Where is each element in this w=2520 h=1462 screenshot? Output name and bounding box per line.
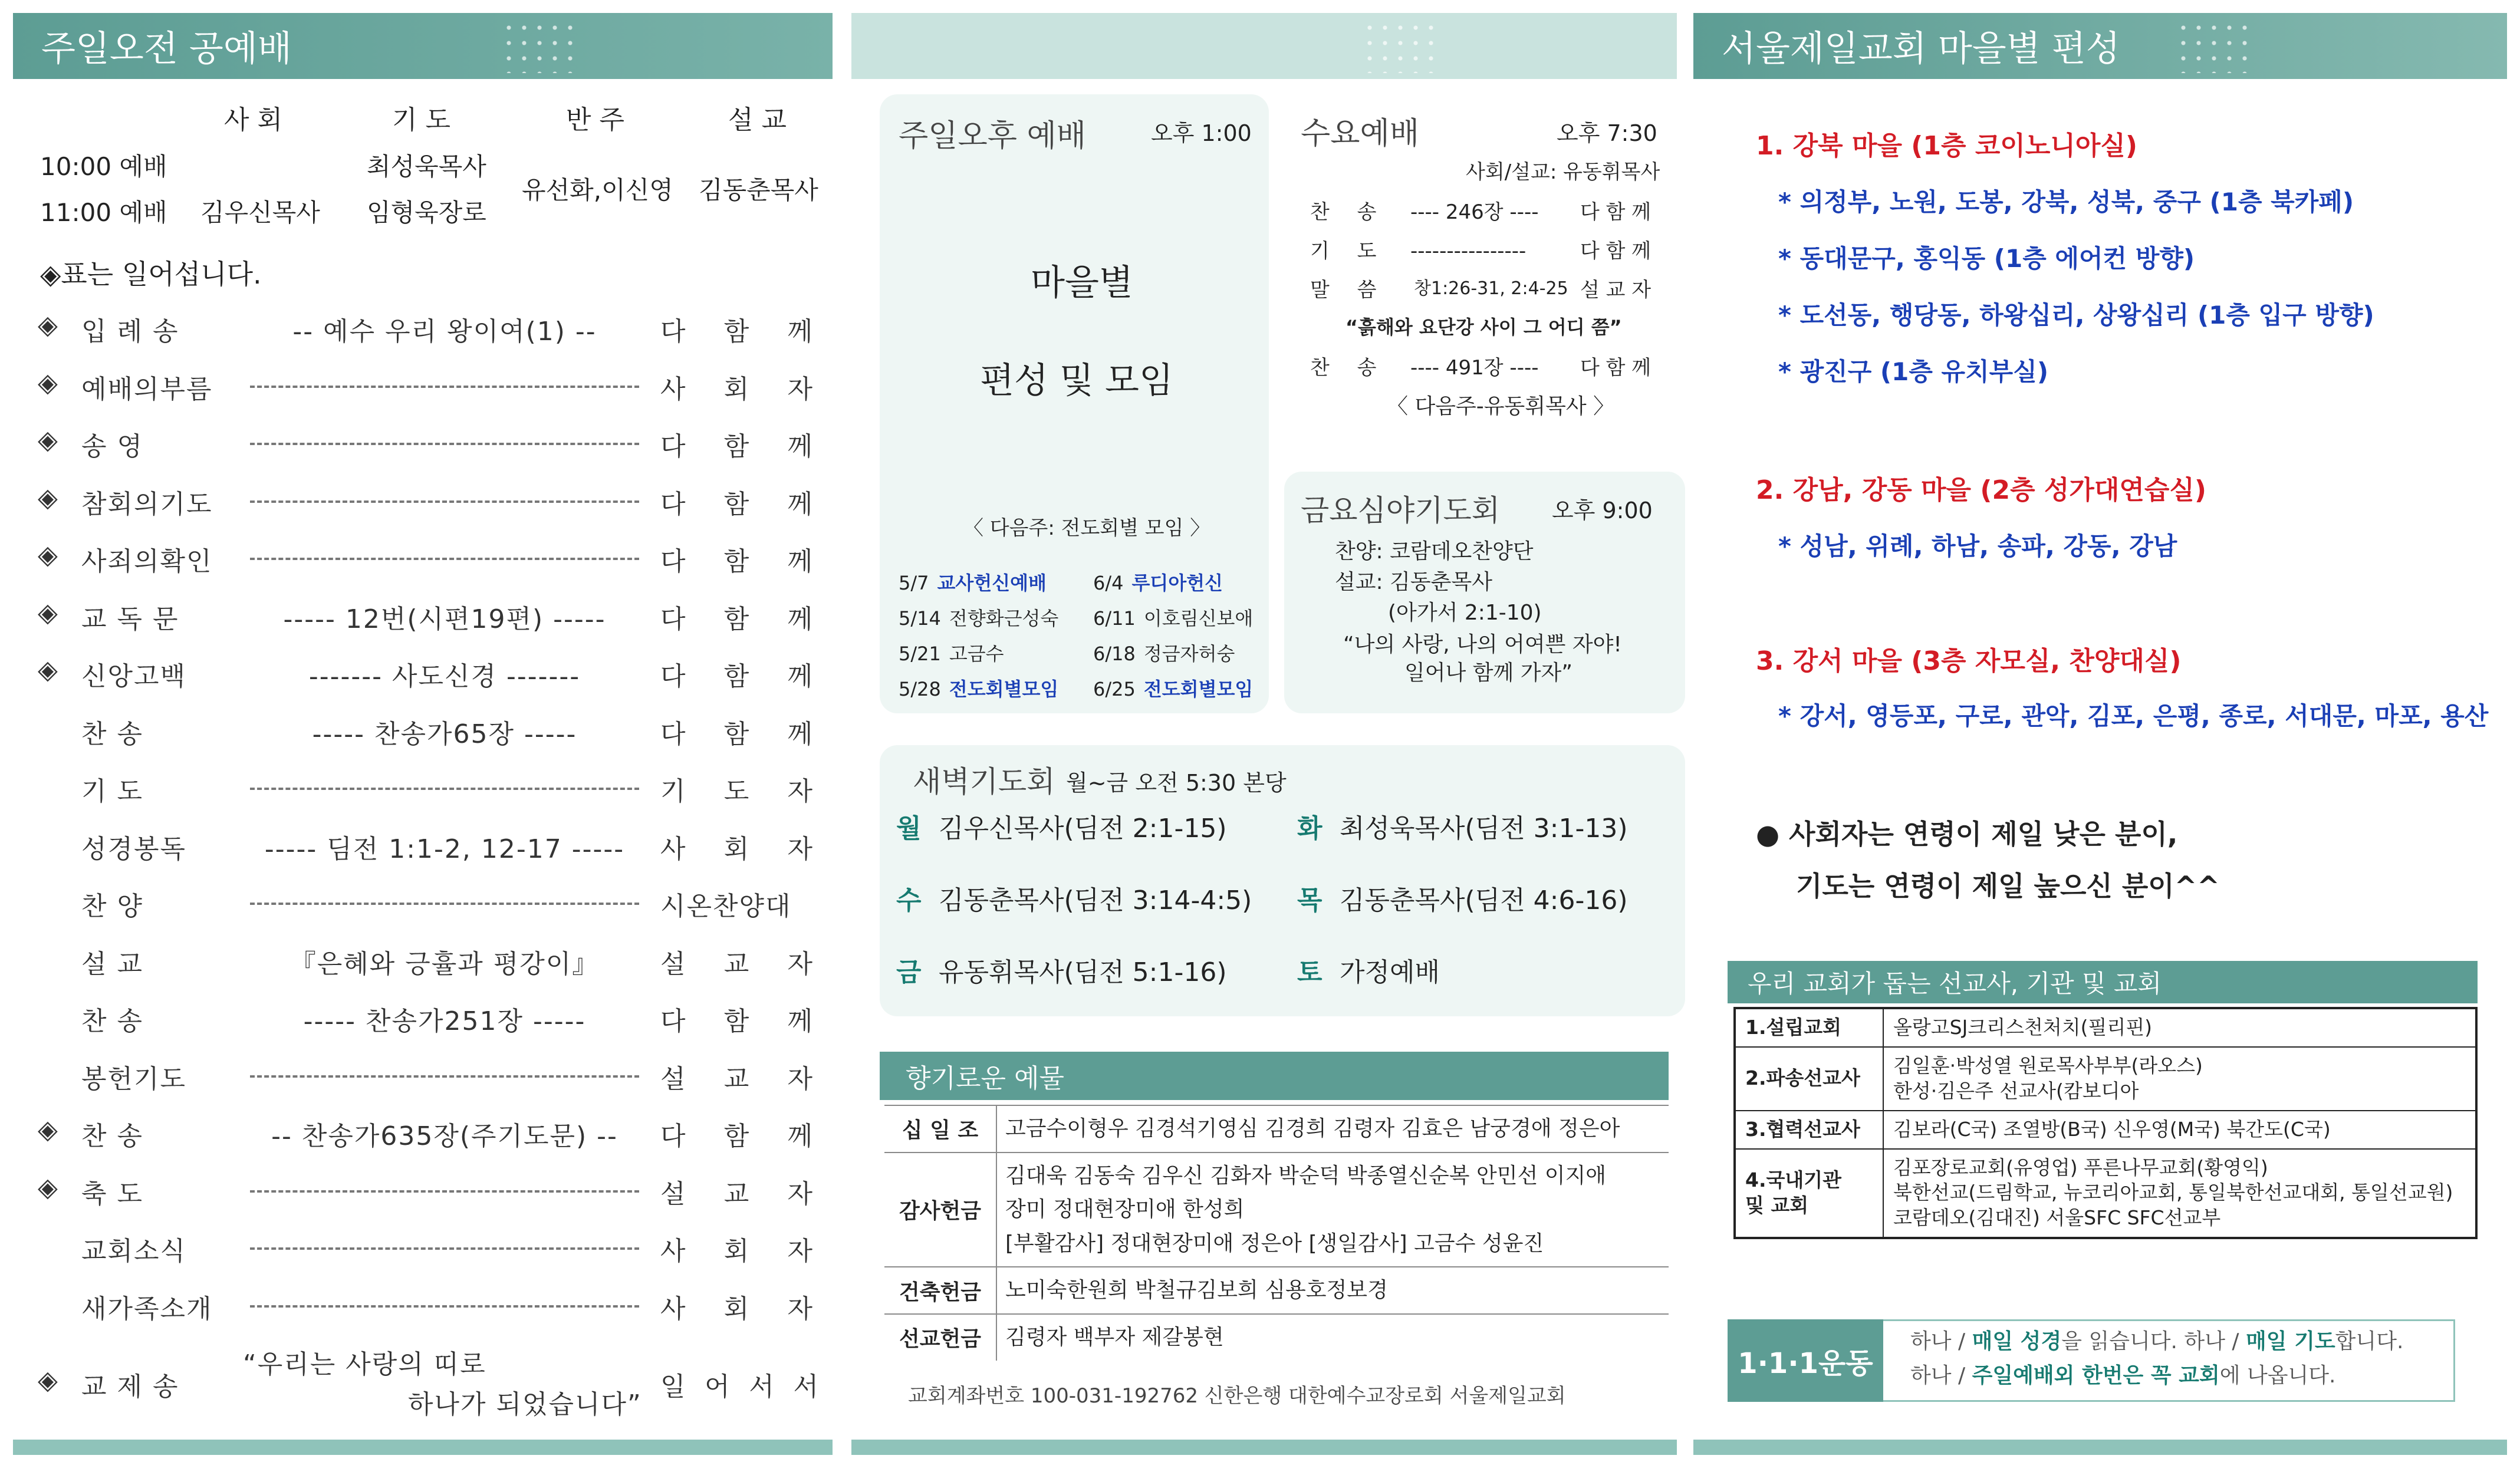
leader-line xyxy=(250,1247,639,1250)
village-area: * 광진구 (1층 유치부실) xyxy=(1778,357,2049,386)
order-item-name: 찬 송 xyxy=(81,719,143,749)
wednesday-item-leader: 다 함 께 xyxy=(1580,200,1652,224)
schedule-text: 이호림신보애 xyxy=(1143,607,1254,630)
order-item-leader: 다 함 께 xyxy=(660,432,814,462)
mission-names xyxy=(1883,1149,2476,1239)
campaign-label: 1·1·1운동 xyxy=(1728,1319,1883,1402)
mission-row xyxy=(1735,1149,2476,1239)
village-header xyxy=(1693,13,2507,79)
stand-mark-icon: ◈ xyxy=(38,540,59,570)
wednesday-sermon: “흙해와 요단강 사이 그 어디 쯤” xyxy=(1345,316,1622,338)
village-note-1: ● 사회자는 연령이 제일 낮은 분이, xyxy=(1756,818,2178,850)
order-item-name: 사죄의확인 xyxy=(81,546,213,577)
offering-names xyxy=(996,1153,1669,1267)
schedule-text: 전도회별모임 xyxy=(949,678,1059,700)
dawn-leader: 최성욱목사(딤전 3:1-13) xyxy=(1340,814,1628,844)
order-row xyxy=(0,483,837,518)
leader-line xyxy=(250,500,639,503)
order-item-name: 교 제 송 xyxy=(81,1372,179,1402)
offering-names-line: 장미 정대현장미애 한성희 xyxy=(1005,1197,1245,1222)
order-item-name: 찬 송 xyxy=(81,1121,143,1151)
schedule-text: 정금자허숭 xyxy=(1143,643,1235,665)
mission-names-line: 김포장로교회(유영업) 푸른나무교회(황영익) xyxy=(1893,1155,2268,1179)
order-item-leader: 다 함 께 xyxy=(660,719,814,749)
order-item-detail: ------- 사도신경 ------- xyxy=(308,661,581,692)
leader-line xyxy=(250,1305,639,1308)
order-item-name: 교 독 문 xyxy=(81,604,179,634)
order-row xyxy=(0,598,837,633)
wednesday-item-detail: ---- 246장 ---- xyxy=(1410,200,1539,224)
dawn-day: 화 xyxy=(1297,814,1322,844)
order-item-leader: 다 함 께 xyxy=(660,604,814,634)
schedule-date: 5/14 xyxy=(899,607,941,630)
wednesday-hymn2-who: 다 함 께 xyxy=(1580,356,1652,380)
mission-title: 우리 교회가 돕는 선교사, 기관 및 교회 xyxy=(1748,969,2162,998)
schedule-date: 5/7 xyxy=(899,572,929,594)
order-row xyxy=(0,310,837,345)
order-item-leader: 다 함 께 xyxy=(660,546,814,577)
wednesday-item-leader: 다 함 께 xyxy=(1580,239,1652,263)
order-row xyxy=(0,713,837,748)
stand-mark-icon: ◈ xyxy=(38,655,59,685)
offering-names-line: 노미숙한원희 박철규김보희 심용호정보경 xyxy=(1005,1278,1388,1303)
mission-names xyxy=(1883,1111,2476,1149)
friday-time: 오후 9:00 xyxy=(1552,498,1653,523)
stand-mark-icon: ◈ xyxy=(38,1173,59,1203)
dawn-sub: 월~금 오전 5:30 본당 xyxy=(1066,770,1287,796)
service-time-1: 10:00 예배 xyxy=(40,152,167,181)
decor-dots xyxy=(2176,20,2252,73)
dawn-leader: 김동춘목사(딤전 4:6-16) xyxy=(1340,885,1628,916)
schedule-date: 5/28 xyxy=(899,678,941,700)
dawn-day: 수 xyxy=(896,885,922,916)
order-item-name: 찬 송 xyxy=(81,1006,143,1036)
order-item-name: 새가족소개 xyxy=(81,1294,213,1324)
sunday-am-title: 주일오전 공예배 xyxy=(41,28,292,70)
mission-names-line: 북한선교(드림학교, 뉴코리아교회, 통일북한선교대회, 통일선교원) xyxy=(1893,1181,2453,1204)
mission-category: 1.설립교회 xyxy=(1735,1008,1883,1047)
campaign-text: 하나 / xyxy=(1910,1364,1972,1388)
campaign-highlight: 주일예배외 한번은 꼭 교회 xyxy=(1972,1364,2220,1388)
dawn-title: 새벽기도회 xyxy=(913,765,1055,799)
mission-category: 2.파송선교사 xyxy=(1735,1047,1883,1111)
offering-type: 십 일 조 xyxy=(884,1105,996,1153)
order-item-name: 성경봉독 xyxy=(81,834,187,864)
account-info: 교회계좌번호 100-031-192762 신한은행 대한예수교장로회 서울제일교회 xyxy=(908,1384,1566,1408)
wednesday-leader: 사회/설교: 유동휘목사 xyxy=(1466,160,1660,184)
schedule-item xyxy=(1093,643,1235,665)
order-item-name: 입 례 송 xyxy=(81,317,179,347)
middle-header-bar xyxy=(851,13,1677,79)
friday-praise: 찬양: 코람데오찬양단 xyxy=(1335,539,1534,564)
order-item-name: 기 도 xyxy=(81,776,143,806)
order-item-detail: -- 찬송가635장(주기도문) -- xyxy=(271,1121,618,1151)
mission-row xyxy=(1735,1008,2476,1047)
mission-names-line: 김보라(C국) 조열방(B국) 신우영(M국) 북간도(C국) xyxy=(1893,1117,2331,1141)
stand-mark-icon: ◈ xyxy=(38,425,59,455)
offering-table xyxy=(884,1105,1669,1361)
order-item-leader: 설 교 자 xyxy=(660,1064,814,1094)
friday-preacher: 설교: 김동춘목사 xyxy=(1335,570,1493,594)
stand-mark-icon: ◈ xyxy=(38,598,59,628)
campaign-text: 을 읽습니다. 하나 / xyxy=(2061,1329,2246,1354)
village-area: * 도선동, 행당동, 하왕십리, 상왕십리 (1층 입구 방향) xyxy=(1778,301,2374,330)
offering-names-line: 고금수이형우 김경석기영심 김경희 김령자 김효은 남궁경애 정은아 xyxy=(1005,1117,1620,1141)
stand-mark-icon: ◈ xyxy=(38,310,59,340)
dawn-leader: 가정예배 xyxy=(1340,957,1440,987)
offering-names-line: [부활감사] 정대현장미애 정은아 [생일감사] 고금수 성윤진 xyxy=(1005,1231,1544,1256)
closing-song-line-1: “우리는 사랑의 띠로 xyxy=(243,1349,486,1379)
sunday-pm-title: 주일오후 예배 xyxy=(899,118,1086,154)
dawn-leader: 유동휘목사(딤전 5:1-16) xyxy=(939,957,1227,987)
mission-names-line: 한성·김은주 선교사(캄보디아 xyxy=(1893,1079,2139,1102)
schedule-item xyxy=(1093,678,1253,700)
dawn-day: 토 xyxy=(1297,957,1322,987)
leader-line xyxy=(250,443,639,445)
order-row xyxy=(0,770,837,805)
village-group-2: 2. 강남, 강동 마을 (2층 성가대연습실) xyxy=(1756,475,2207,505)
schedule-text: 전향화근성숙 xyxy=(949,607,1059,630)
order-item-name: 설 교 xyxy=(81,949,143,979)
order-item-leader: 사 회 자 xyxy=(660,1236,814,1266)
wednesday-item: 찬 송 xyxy=(1310,200,1387,224)
schedule-text: 고금수 xyxy=(949,643,1004,665)
village-group-1: 1. 강북 마을 (1층 코이노니아실) xyxy=(1756,131,2137,161)
order-item-name: 예배의부름 xyxy=(81,374,213,404)
schedule-text: 교사헌신예배 xyxy=(937,572,1047,594)
village-group-3: 3. 강서 마을 (3층 자모실, 찬양대실) xyxy=(1756,646,2182,676)
sunday-pm-big2: 편성 및 모임 xyxy=(980,360,1173,401)
stand-mark-icon: ◈ xyxy=(38,1115,59,1145)
order-item-leader: 사 회 자 xyxy=(660,374,814,404)
stand-mark-icon: ◈ xyxy=(38,368,59,398)
leader-line xyxy=(250,386,639,388)
friday-title: 금요심야기도회 xyxy=(1301,493,1501,528)
offering-type: 건축헌금 xyxy=(884,1267,996,1314)
col-presider: 사 회 xyxy=(224,105,282,135)
schedule-date: 6/11 xyxy=(1093,607,1136,630)
friday-text: (아가서 2:1-10) xyxy=(1388,601,1542,625)
order-item-leader: 설 교 자 xyxy=(660,1179,814,1209)
order-item-name: 송 영 xyxy=(81,432,143,462)
col-accompanist: 반 주 xyxy=(566,105,624,135)
offering-row xyxy=(884,1153,1669,1267)
order-item-name: 참회의기도 xyxy=(81,489,213,519)
campaign-highlight: 매일 기도 xyxy=(2246,1329,2335,1354)
accompanist: 유선화,이신영 xyxy=(522,176,673,205)
village-area: * 동대문구, 홍익동 (1층 에어컨 방향) xyxy=(1778,244,2195,273)
order-item-detail: ----- 12번(시편19편) ----- xyxy=(283,604,606,634)
wednesday-time: 오후 7:30 xyxy=(1557,120,1657,146)
mission-row xyxy=(1735,1047,2476,1111)
village-area: * 성남, 위례, 하남, 송파, 강동, 강남 xyxy=(1778,532,2177,561)
leader-line xyxy=(250,1190,639,1193)
offering-row xyxy=(884,1267,1669,1314)
wednesday-hymn2-k: 찬 송 xyxy=(1310,356,1387,380)
stand-mark-icon: ◈ xyxy=(38,483,59,513)
wednesday-hymn2-mid: ---- 491장 ---- xyxy=(1410,356,1539,380)
decor-dots xyxy=(501,20,578,73)
schedule-date: 6/4 xyxy=(1093,572,1124,594)
presider-11: 김우신목사 xyxy=(200,198,320,227)
order-row xyxy=(0,1115,837,1150)
col-prayer: 기 도 xyxy=(392,105,450,135)
mission-table xyxy=(1733,1007,2478,1239)
order-row xyxy=(0,1173,837,1208)
schedule-text: 루디아헌신 xyxy=(1131,572,1223,594)
wednesday-title: 수요예배 xyxy=(1301,116,1419,152)
schedule-date: 6/25 xyxy=(1093,678,1136,700)
wednesday-item-detail: 창1:26-31, 2:4-25 xyxy=(1414,278,1568,299)
campaign-text: 하나 / xyxy=(1910,1329,1972,1354)
closing-song-line-2: 하나가 되었습니다” xyxy=(408,1389,642,1420)
mission-names-line: 코람데오(김대진) 서울SFC SFC선교부 xyxy=(1893,1206,2221,1230)
offering-names xyxy=(996,1105,1669,1153)
mission-header xyxy=(1728,961,2478,1003)
prayer-11: 임형욱장로 xyxy=(367,198,486,227)
dawn-day: 금 xyxy=(896,957,922,987)
order-row xyxy=(0,943,837,978)
campaign-text: 합니다. xyxy=(2335,1329,2404,1354)
offering-header xyxy=(880,1052,1669,1100)
order-item-leader: 다 함 께 xyxy=(660,317,814,347)
schedule-item xyxy=(899,607,1058,630)
campaign-text: 에 나옵니다. xyxy=(2219,1364,2336,1388)
mission-names-line: 김일훈·박성열 원로목사부부(라오스) xyxy=(1893,1053,2203,1077)
schedule-date: 5/21 xyxy=(899,643,941,665)
order-item-leader: 다 함 께 xyxy=(660,661,814,692)
dawn-leader: 김동춘목사(딤전 3:14-4:5) xyxy=(939,885,1252,916)
sunday-pm-next: 〈 다음주: 전도회별 모임 〉 xyxy=(963,516,1210,540)
schedule-item xyxy=(1093,572,1223,594)
dawn-day: 월 xyxy=(896,814,922,844)
order-row xyxy=(0,1288,837,1323)
order-row xyxy=(0,425,837,460)
order-item-leader: 사 회 자 xyxy=(660,834,814,864)
order-item-leader: 사 회 자 xyxy=(660,1294,814,1324)
mission-row xyxy=(1735,1111,2476,1149)
campaign-line-2 xyxy=(1910,1363,2336,1388)
offering-names xyxy=(996,1267,1669,1314)
friday-sermon-1: “나의 사랑, 나의 어여쁜 자야! xyxy=(1343,633,1622,657)
footer-bar xyxy=(851,1440,1677,1455)
offering-row xyxy=(884,1314,1669,1361)
order-item-detail: ----- 딤전 1:1-2, 12-17 ----- xyxy=(264,834,625,864)
sunday-pm-big1: 마을별 xyxy=(1031,262,1133,304)
order-item-name: 찬 양 xyxy=(81,891,143,921)
order-item-detail: ----- 찬송가251장 ----- xyxy=(303,1006,586,1036)
mission-names-line: 올랑고SJ크리스천처치(필리핀) xyxy=(1893,1016,2152,1039)
footer-bar xyxy=(1693,1440,2507,1455)
footer-bar xyxy=(13,1440,833,1455)
order-row xyxy=(0,1230,837,1265)
wednesday-item-detail: ---------------- xyxy=(1410,239,1527,263)
order-item-name: 신앙고백 xyxy=(81,661,187,692)
preacher: 김동춘목사 xyxy=(699,176,818,205)
order-item-detail: 『은혜와 긍휼과 평강이』 xyxy=(289,949,600,979)
wednesday-item: 기 도 xyxy=(1310,239,1387,263)
offering-names-line: 김령자 백부자 제갈봉현 xyxy=(1005,1325,1224,1349)
order-item-leader: 시온찬양대 xyxy=(660,891,792,921)
wednesday-item-leader: 설 교 자 xyxy=(1580,278,1652,302)
village-title: 서울제일교회 마을별 편성 xyxy=(1722,28,2120,70)
schedule-item xyxy=(899,572,1047,594)
schedule-date: 6/18 xyxy=(1093,643,1136,665)
decor-dots xyxy=(1362,20,1439,73)
leader-line xyxy=(250,788,639,790)
order-item-name: 교회소식 xyxy=(81,1236,187,1266)
offering-type: 선교헌금 xyxy=(884,1314,996,1361)
wednesday-item: 말 씀 xyxy=(1310,278,1387,302)
leader-line xyxy=(250,903,639,905)
order-item-leader: 다 함 께 xyxy=(660,489,814,519)
village-note-2: 기도는 연령이 제일 높으신 분이^^ xyxy=(1796,870,2220,902)
order-row xyxy=(0,540,837,575)
schedule-item xyxy=(1093,607,1253,630)
campaign-line-1 xyxy=(1910,1329,2403,1354)
schedule-text: 전도회별모임 xyxy=(1143,678,1254,700)
order-item-leader: 일 어 서 서 xyxy=(660,1372,820,1402)
order-row xyxy=(0,368,837,403)
order-row xyxy=(0,1058,837,1093)
leader-line xyxy=(250,1075,639,1078)
order-row xyxy=(0,1000,837,1035)
offering-names xyxy=(996,1314,1669,1361)
order-item-leader: 기 도 자 xyxy=(660,776,814,806)
order-item-name: 축 도 xyxy=(81,1179,143,1209)
order-item-name: 봉헌기도 xyxy=(81,1064,187,1094)
wednesday-next: 〈 다음주-유동휘목사 〉 xyxy=(1387,394,1615,419)
mission-names xyxy=(1883,1008,2476,1047)
order-item-leader: 설 교 자 xyxy=(660,949,814,979)
service-time-2: 11:00 예배 xyxy=(40,198,167,227)
order-item-leader: 다 함 께 xyxy=(660,1121,814,1151)
offering-type: 감사헌금 xyxy=(884,1153,996,1267)
col-preacher: 설 교 xyxy=(728,105,787,135)
prayer-10: 최성욱목사 xyxy=(367,152,486,181)
dawn-day: 목 xyxy=(1297,885,1322,916)
order-item-leader: 다 함 께 xyxy=(660,1006,814,1036)
campaign-highlight: 매일 성경 xyxy=(1972,1329,2062,1354)
standing-note: ◈표는 일어섭니다. xyxy=(40,258,262,290)
stand-mark-icon: ◈ xyxy=(38,1365,59,1395)
leader-line xyxy=(250,558,639,560)
offering-names-line: 김대욱 김동숙 김우신 김화자 박순덕 박종열신순복 안민선 이지애 xyxy=(1005,1163,1607,1188)
dawn-leader: 김우신목사(딤전 2:1-15) xyxy=(939,814,1227,844)
mission-category: 4.국내기관 및 교회 xyxy=(1735,1149,1883,1239)
village-area: * 강서, 영등포, 구로, 관악, 김포, 은평, 종로, 서대문, 마포, 용산 xyxy=(1778,702,2489,730)
village-area: * 의정부, 노원, 도봉, 강북, 성북, 중구 (1층 북카페) xyxy=(1778,187,2354,216)
mission-category: 3.협력선교사 xyxy=(1735,1111,1883,1149)
sunday-am-header xyxy=(13,13,833,79)
order-row xyxy=(0,655,837,690)
friday-sermon-2: 일어나 함께 가자” xyxy=(1404,661,1572,685)
sunday-pm-time: 오후 1:00 xyxy=(1151,120,1252,146)
order-item-detail: -- 예수 우리 왕이여(1) -- xyxy=(292,317,597,347)
schedule-item xyxy=(899,678,1058,700)
order-row xyxy=(0,828,837,863)
order-item-detail: ----- 찬송가65장 ----- xyxy=(312,719,577,749)
mission-names xyxy=(1883,1047,2476,1111)
order-row xyxy=(0,885,837,920)
offering-title: 향기로운 예물 xyxy=(906,1063,1065,1094)
offering-row xyxy=(884,1105,1669,1153)
schedule-item xyxy=(899,643,1004,665)
